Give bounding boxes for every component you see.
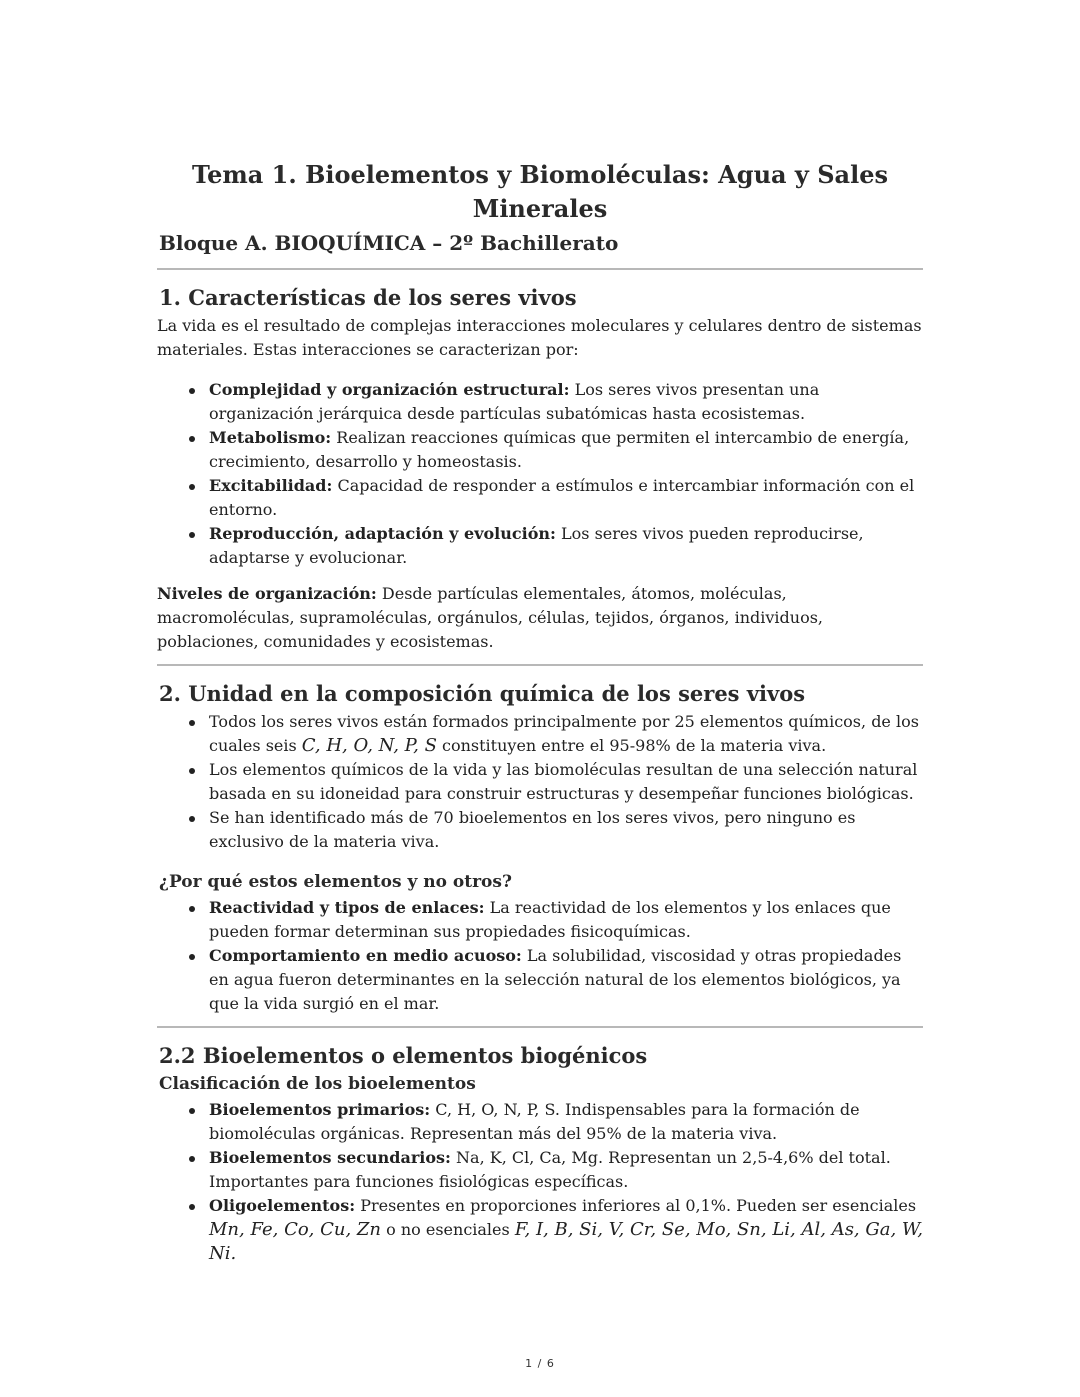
paragraph: La vida es el resultado de complejas interacciones moleculares y celulares dentro de sistemas materiales. Estas interacciones se caracterizan por: — [157, 316, 922, 359]
section-unidad — [157, 680, 923, 1016]
bullet-list — [157, 896, 923, 1016]
document-page — [157, 158, 923, 1266]
section-heading: 2.2 Bioelementos o elementos biogénicos — [159, 1043, 648, 1068]
section-caracteristicas — [157, 284, 923, 654]
section-bioelementos — [157, 1042, 923, 1266]
description: La reactividad de los elementos y los enlaces que pueden formar determinan sus propiedades fisicoquímicas. — [209, 898, 891, 941]
subsection-heading: ¿Por qué estos elementos y no otros? — [159, 872, 512, 892]
document-title: Tema 1. Bioelementos y Biomoléculas: Agua y Sales Minerales — [191, 160, 889, 223]
list-item — [209, 378, 923, 426]
description: La solubilidad, viscosidad y otras propiedades en agua fueron determinantes en la selección natural de los elementos biológicos, ya que la vida surgió en el mar. — [209, 946, 902, 1013]
list-item — [209, 710, 923, 758]
paragraph-levels — [157, 582, 923, 654]
description: Capacidad de responder a estímulos e intercambiar información con el entorno. — [209, 476, 915, 519]
list-item — [209, 1098, 923, 1146]
section-heading: 2. Unidad en la composición química de los seres vivos — [159, 681, 806, 706]
list-item — [209, 896, 923, 944]
text: constituyen entre el 95-98% de la materia viva. — [436, 736, 827, 755]
divider — [157, 1026, 923, 1028]
term: Oligoelementos: — [209, 1196, 356, 1215]
divider — [157, 268, 923, 270]
description: Na, K, Cl, Ca, Mg. Representan un 2,5-4,6% del total. Importantes para funciones fisiológicas específicas. — [209, 1148, 891, 1191]
term: Excitabilidad: — [209, 476, 333, 495]
section-heading: 1. Características de los seres vivos — [159, 285, 577, 310]
bullet-list — [157, 378, 923, 570]
text: Todos los seres vivos están formados principalmente por 25 elementos químicos, de los cuales seis — [209, 712, 919, 755]
list-item — [209, 426, 923, 474]
math-formula: C, H, O, N, P, S — [301, 735, 437, 756]
term: Metabolismo: — [209, 428, 332, 447]
list-item — [209, 474, 923, 522]
description: Los seres vivos pueden reproducirse, adaptarse y evolucionar. — [209, 524, 864, 567]
math-formula: Mn, Fe, Co, Cu, Zn — [209, 1219, 382, 1240]
list-item — [209, 944, 923, 1016]
list-item — [209, 522, 923, 570]
description: Realizan reacciones químicas que permiten el intercambio de energía, crecimiento, desarrollo y homeostasis. — [209, 428, 910, 471]
bullet-list — [157, 710, 923, 854]
list-item — [209, 1194, 923, 1266]
description: Desde partículas elementales, átomos, moléculas, macromoléculas, supramoléculas, orgánulos, células, tejidos, órganos, individuos, poblaciones, comunidades y ecosistemas. — [157, 584, 824, 651]
text: o no esenciales — [381, 1220, 515, 1239]
bullet-list — [157, 1098, 923, 1266]
document-subtitle: Bloque A. BIOQUÍMICA – 2º Bachillerato — [159, 231, 619, 255]
list-item: Se han identificado más de 70 bioelementos en los seres vivos, pero ninguno es exclusivo de la materia viva. — [209, 806, 923, 854]
term: Bioelementos secundarios: — [209, 1148, 451, 1167]
term: Comportamiento en medio acuoso: — [209, 946, 522, 965]
term: Reactividad y tipos de enlaces: — [209, 898, 485, 917]
list-item — [209, 1146, 923, 1194]
math-formula: F, I, B, Si, V, Cr, Se, Mo, Sn, Li, Al, As, Ga, W, Ni. — [209, 1219, 924, 1264]
divider — [157, 664, 923, 666]
list-item: Los elementos químicos de la vida y las biomoléculas resultan de una selección natural basada en su idoneidad para construir estructuras y desempeñar funciones biológicas. — [209, 758, 923, 806]
term: Bioelementos primarios: — [209, 1100, 431, 1119]
term: Reproducción, adaptación y evolución: — [209, 524, 556, 543]
description: Los seres vivos presentan una organización jerárquica desde partículas subatómicas hasta ecosistemas. — [209, 380, 820, 423]
description: Presentes en proporciones inferiores al 0,1%. Pueden ser esenciales — [355, 1196, 917, 1215]
subsection-heading: Clasificación de los bioelementos — [159, 1074, 476, 1094]
page-number: 1 / 6 — [525, 1357, 555, 1370]
term: Complejidad y organización estructural: — [209, 380, 570, 399]
term: Niveles de organización: — [157, 584, 377, 603]
description: C, H, O, N, P, S. Indispensables para la formación de biomoléculas orgánicas. Representan más del 95% de la materia viva. — [209, 1100, 860, 1143]
